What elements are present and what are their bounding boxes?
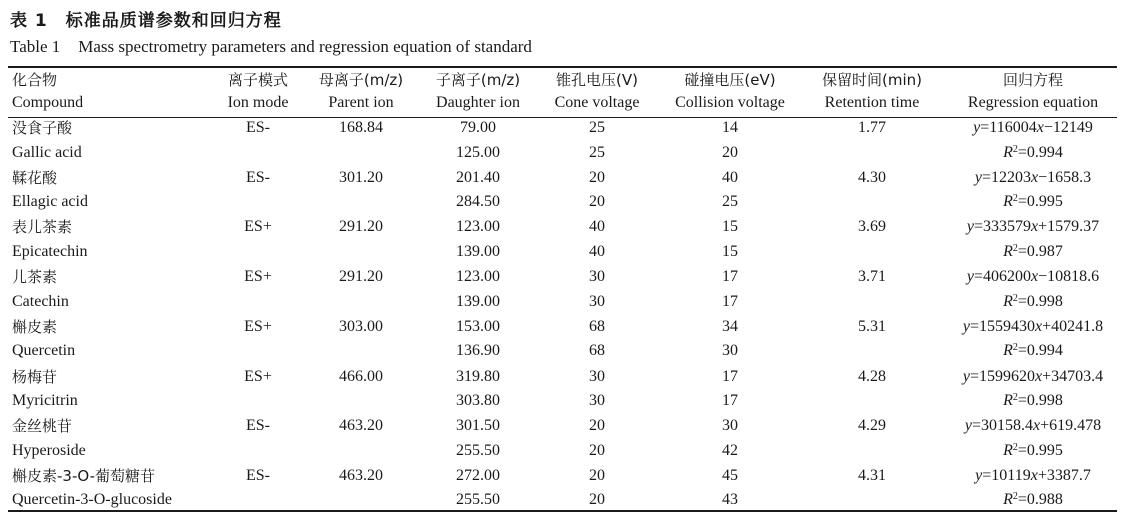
eq-intercept: +1579.37	[1038, 218, 1100, 236]
daughter-ion: 79.00	[460, 119, 496, 136]
collision-voltage: 17	[722, 392, 738, 409]
compound-name-en: Hyperoside	[12, 441, 86, 459]
compound-name-en: Quercetin	[12, 342, 76, 360]
ion-mode: ES+	[244, 268, 272, 286]
cone-voltage: 30	[589, 292, 605, 310]
retention-time: 3.69	[858, 218, 886, 236]
cone-voltage: 25	[589, 119, 605, 136]
regression-equation: y=116004x−12149	[973, 119, 1093, 136]
eq-intercept: +619.478	[1040, 417, 1102, 435]
eq-intercept: −12149	[1043, 119, 1093, 136]
r2-value: =0.994	[1017, 342, 1063, 360]
top-rule	[8, 66, 1117, 68]
daughter-ion: 201.40	[456, 168, 500, 186]
parent-ion: 291.20	[339, 268, 383, 286]
eq-y-var: y	[962, 317, 970, 335]
regression-equation: y=406200x−10818.6	[966, 268, 1100, 286]
eq-y-var: y	[962, 367, 970, 385]
col-header-en: Collision voltage	[675, 94, 785, 111]
retention-time: 4.31	[858, 466, 886, 484]
parent-ion: 168.84	[339, 119, 383, 136]
eq-slope: 1599620	[979, 367, 1035, 385]
ion-mode: ES+	[244, 367, 272, 385]
r2-value: =0.995	[1017, 193, 1063, 211]
col-header-en: Parent ion	[328, 94, 394, 111]
col-header-en: Cone voltage	[554, 94, 640, 111]
compound-name-en: Ellagic acid	[12, 193, 88, 211]
r2-value: =0.988	[1017, 491, 1063, 509]
collision-voltage: 15	[722, 218, 738, 236]
compound-name-zh: 表儿茶素	[12, 218, 73, 237]
cone-voltage: 30	[589, 367, 605, 385]
compound-name-en: Epicatechin	[12, 242, 88, 260]
r2-symbol: R	[1003, 491, 1013, 509]
r2-value: =0.995	[1017, 441, 1063, 459]
cone-voltage: 20	[589, 441, 605, 459]
cone-voltage: 20	[589, 491, 605, 509]
r2-value: =0.994	[1017, 143, 1063, 161]
r2-symbol: R	[1003, 143, 1013, 161]
col-header-zh: 离子模式	[227, 71, 289, 89]
r-squared: $R^2=0.994$	[1003, 342, 1063, 360]
compound-name-en: Gallic acid	[12, 143, 82, 161]
collision-voltage: 25	[722, 193, 738, 211]
regression-equation: y=30158.4x+619.478	[964, 417, 1102, 435]
daughter-ion: 153.00	[456, 317, 500, 335]
eq-x-var: x	[1031, 168, 1039, 186]
collision-voltage: 30	[722, 417, 738, 435]
cone-voltage: 20	[589, 417, 605, 435]
col-header-en: Regression equation	[967, 94, 1099, 111]
cone-voltage: 20	[589, 193, 605, 211]
col-header-en: Ion mode	[227, 94, 289, 111]
daughter-ion: 123.00	[456, 218, 500, 236]
compound-name-zh: 没食子酸	[12, 119, 73, 137]
r-squared: $R^2=0.998$	[1003, 392, 1063, 409]
daughter-ion: 125.00	[456, 143, 500, 161]
eq-x-var: x	[1031, 218, 1039, 236]
parent-ion: 301.20	[339, 168, 383, 186]
compound-name-zh: 槲皮素-3-O-葡萄糖苷	[12, 466, 156, 485]
daughter-ion: 272.00	[456, 466, 500, 484]
compound-name-zh: 金丝桃苷	[12, 417, 73, 436]
eq-slope: 1559430	[979, 317, 1035, 335]
cone-voltage: 20	[589, 168, 605, 186]
ion-mode: ES-	[246, 466, 270, 484]
table-title-en: Mass spectrometry parameters and regression equation of standard	[78, 37, 532, 56]
r-squared: $R^2=0.987$	[1003, 242, 1063, 260]
collision-voltage: 17	[722, 292, 738, 310]
r2-value: =0.998	[1017, 392, 1063, 409]
retention-time: 1.77	[858, 119, 886, 136]
retention-time: 4.30	[858, 168, 886, 186]
regression-equation: y=1599620x+34703.4	[962, 367, 1104, 385]
compound-name-zh: 儿茶素	[12, 268, 58, 287]
r2-symbol: R	[1003, 392, 1013, 409]
retention-time: 3.71	[858, 268, 886, 286]
eq-x-var: x	[1031, 268, 1039, 286]
col-header-zh: 碰撞电压(eV)	[684, 71, 776, 89]
eq-slope: 30158.4	[981, 417, 1033, 435]
col-header-zh: 锥孔电压(V)	[556, 71, 638, 89]
table-label-en: Table 1	[10, 37, 61, 56]
compound-name-zh: 槲皮素	[12, 317, 58, 336]
table-caption-zh	[10, 6, 282, 31]
r-squared: $R^2=0.998$	[1003, 292, 1063, 310]
daughter-ion: 303.80	[456, 392, 500, 409]
bottom-rule	[8, 510, 1117, 512]
cone-voltage: 68	[589, 342, 605, 360]
ion-mode: ES-	[246, 119, 270, 136]
parent-ion: 303.00	[339, 317, 383, 335]
collision-voltage: 17	[722, 367, 738, 385]
daughter-ion: 139.00	[456, 292, 500, 310]
ion-mode: ES+	[244, 218, 272, 236]
cone-voltage: 68	[589, 317, 605, 335]
eq-y-var: y	[966, 218, 974, 236]
ion-mode: ES-	[246, 417, 270, 435]
eq-x-var: x	[1030, 466, 1038, 484]
r2-symbol: R	[1003, 292, 1013, 310]
r2-symbol: R	[1003, 193, 1013, 211]
retention-time: 5.31	[858, 317, 886, 335]
eq-y-var: y	[973, 119, 981, 136]
eq-slope: 12203	[991, 168, 1031, 186]
table-title-zh: 标准品质谱参数和回归方程	[65, 11, 282, 31]
collision-voltage: 45	[722, 466, 738, 484]
eq-x-var: x	[1035, 317, 1043, 335]
col-header-en: Compound	[12, 94, 84, 111]
collision-voltage: 34	[722, 317, 738, 335]
eq-intercept: −10818.6	[1038, 268, 1100, 286]
ion-mode: ES-	[246, 168, 270, 186]
compound-name-en: Catechin	[12, 292, 69, 310]
retention-time: 4.29	[858, 417, 886, 435]
compound-name-zh: 杨梅苷	[12, 367, 58, 386]
r2-symbol: R	[1003, 242, 1013, 260]
regression-equation: y=10119x+3387.7	[975, 466, 1091, 484]
eq-y-var: y	[974, 168, 982, 186]
r2-value: =0.987	[1017, 242, 1063, 260]
table-label-zh: 表 1	[10, 11, 48, 31]
eq-y-var: y	[964, 417, 972, 435]
col-header-en: Daughter ion	[436, 94, 520, 111]
col-header-zh: 保留时间(min)	[822, 71, 922, 89]
collision-voltage: 20	[722, 143, 738, 161]
r2-symbol: R	[1003, 441, 1013, 459]
r2-value: =0.998	[1017, 292, 1063, 310]
eq-y-var: y	[966, 268, 974, 286]
regression-equation: y=1559430x+40241.8	[962, 317, 1104, 335]
eq-slope: 333579	[983, 218, 1031, 236]
col-header-zh: 回归方程	[1002, 71, 1064, 89]
collision-voltage: 14	[722, 119, 738, 136]
r-squared: $R^2=0.995$	[1003, 193, 1063, 211]
parent-ion: 463.20	[339, 417, 383, 435]
parent-ion: 466.00	[339, 367, 383, 385]
collision-voltage: 40	[722, 168, 738, 186]
eq-x-var: x	[1033, 417, 1041, 435]
eq-intercept: +40241.8	[1042, 317, 1104, 335]
daughter-ion: 136.90	[456, 342, 500, 360]
cone-voltage: 20	[589, 466, 605, 484]
collision-voltage: 42	[722, 441, 738, 459]
col-header-zh: 化合物	[12, 71, 58, 89]
parent-ion: 291.20	[339, 218, 383, 236]
daughter-ion: 255.50	[456, 491, 500, 509]
parent-ion: 463.20	[339, 466, 383, 484]
ion-mode: ES+	[244, 317, 272, 335]
cone-voltage: 40	[589, 242, 605, 260]
cone-voltage: 30	[589, 392, 605, 409]
eq-slope: 116004	[989, 119, 1037, 136]
collision-voltage: 17	[722, 268, 738, 286]
compound-name-en: Myricitrin	[12, 392, 78, 409]
col-header-zh: 子离子(m/z)	[435, 71, 521, 89]
r-squared: $R^2=0.994$	[1003, 143, 1063, 161]
collision-voltage: 15	[722, 242, 738, 260]
eq-slope: 406200	[983, 268, 1031, 286]
table-caption-en	[10, 37, 532, 57]
daughter-ion: 139.00	[456, 242, 500, 260]
cone-voltage: 40	[589, 218, 605, 236]
header-rule	[8, 117, 1117, 118]
daughter-ion: 301.50	[456, 417, 500, 435]
daughter-ion: 284.50	[456, 193, 500, 211]
compound-name-zh: 鞣花酸	[12, 168, 58, 187]
eq-x-var: x	[1035, 367, 1043, 385]
r-squared: $R^2=0.988$	[1003, 491, 1063, 509]
cone-voltage: 30	[589, 268, 605, 286]
col-header-en: Retention time	[824, 94, 920, 111]
eq-x-var: x	[1036, 119, 1044, 136]
retention-time: 4.28	[858, 367, 886, 385]
col-header-zh: 母离子(m/z)	[318, 71, 404, 89]
collision-voltage: 43	[722, 491, 738, 509]
cone-voltage: 25	[589, 143, 605, 161]
eq-intercept: +3387.7	[1037, 466, 1091, 484]
eq-slope: 10119	[991, 466, 1031, 484]
daughter-ion: 255.50	[456, 441, 500, 459]
collision-voltage: 30	[722, 342, 738, 360]
r2-symbol: R	[1003, 342, 1013, 360]
regression-equation: y=333579x+1579.37	[966, 218, 1100, 236]
regression-equation: y=12203x−1658.3	[974, 168, 1092, 186]
eq-intercept: +34703.4	[1042, 367, 1104, 385]
compound-name-en: Quercetin-3-O-glucoside	[12, 491, 172, 509]
r-squared: $R^2=0.995$	[1003, 441, 1063, 459]
eq-intercept: −1658.3	[1038, 168, 1092, 186]
eq-y-var: y	[975, 466, 983, 484]
daughter-ion: 319.80	[456, 367, 500, 385]
daughter-ion: 123.00	[456, 268, 500, 286]
